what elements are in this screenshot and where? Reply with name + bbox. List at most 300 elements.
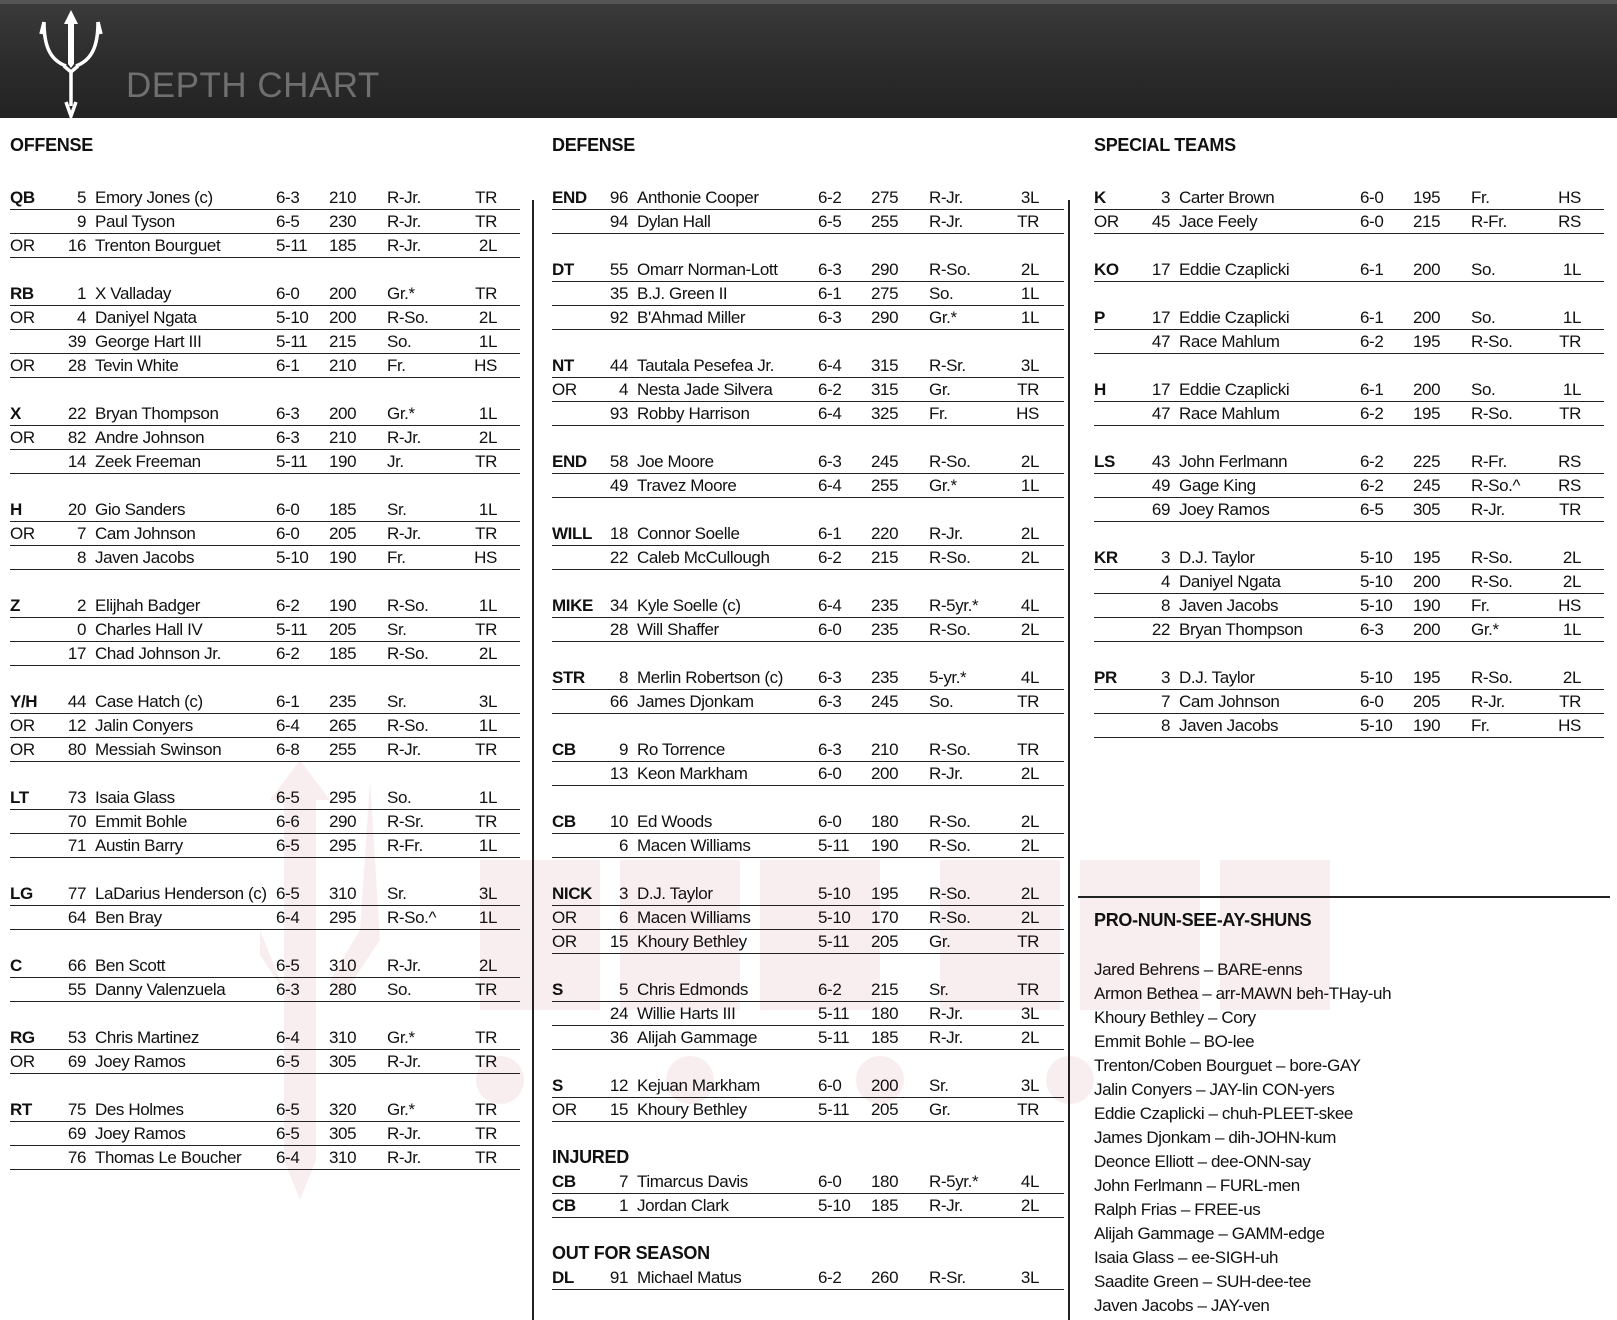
table-row [552,1266,1064,1290]
height-cell: 6-0 [276,524,300,543]
weight-cell: 185 [871,1196,899,1215]
table-row [1094,450,1604,474]
experience-cell: TR [475,1148,497,1167]
table-row [552,1098,1064,1122]
table-row [552,690,1064,714]
table-row [10,738,520,762]
player-name-cell: B'Ahmad Miller [637,308,746,327]
experience-cell: 1L [1562,308,1581,327]
height-cell: 6-3 [818,692,842,711]
class-cell: Sr. [387,692,407,711]
weight-cell: 290 [329,812,357,831]
jersey-number-cell: 18 [609,524,628,543]
jersey-number-cell: 44 [609,356,628,375]
height-cell: 5-10 [276,548,309,567]
weight-cell: 200 [1413,620,1441,639]
player-name-cell: Daniyel Ngata [95,308,197,327]
weight-cell: 205 [871,932,899,951]
class-cell: R-So. [929,260,971,279]
player-name-cell: Danny Valenzuela [95,980,226,999]
weight-cell: 310 [329,956,357,975]
height-cell: 6-2 [276,644,300,663]
player-name-cell: Eddie Czaplicki [1179,308,1290,327]
position-group [1094,306,1604,354]
weight-cell: 295 [329,908,357,927]
position-group [10,186,520,258]
position-group [552,666,1064,714]
jersey-number-cell: 3 [1160,548,1170,567]
column-divider-left [532,200,534,1320]
experience-cell: TR [1017,212,1039,231]
height-cell: 6-0 [1360,212,1384,231]
jersey-number-cell: 3 [618,884,628,903]
weight-cell: 220 [871,524,899,543]
height-cell: 5-11 [276,452,308,471]
class-cell: R-Jr. [929,212,963,231]
pronunciation-item: Jalin Conyers – JAY-lin CON-yers [1094,1080,1335,1099]
class-cell: Fr. [1471,596,1490,615]
weight-cell: 195 [1413,668,1441,687]
class-cell: Sr. [387,620,407,639]
pronunciation-item: Armon Bethea – arr-MAWN beh-THay-uh [1094,984,1392,1003]
weight-cell: 245 [871,452,899,471]
jersey-number-cell: 73 [67,788,86,807]
experience-cell: HS [1558,716,1581,735]
experience-cell: 2L [478,956,497,975]
position-cell: OR [10,308,35,327]
position-cell: END [552,452,587,471]
class-cell: R-So. [387,716,429,735]
weight-cell: 235 [871,596,899,615]
jersey-number-cell: 3 [1160,668,1170,687]
position-cell: KO [1094,260,1119,279]
table-row [1094,378,1604,402]
special-teams-heading: SPECIAL TEAMS [1094,135,1236,155]
weight-cell: 200 [1413,572,1441,591]
height-cell: 5-11 [276,236,308,255]
jersey-number-cell: 22 [67,404,86,423]
class-cell: Fr. [929,404,948,423]
experience-cell: 3L [1020,1268,1039,1287]
height-cell: 6-5 [276,884,300,903]
player-name-cell: Will Shaffer [637,620,719,639]
class-cell: R-So. [929,884,971,903]
height-cell: 6-4 [276,908,300,927]
height-cell: 6-3 [276,428,300,447]
position-group [552,1074,1064,1122]
player-name-cell: James Djonkam [637,692,754,711]
class-cell: Sr. [387,500,407,519]
table-row [10,402,520,426]
table-row [10,282,520,306]
class-cell: R-So. [929,836,971,855]
class-cell: Fr. [387,356,406,375]
table-row [552,834,1064,858]
pronunciation-divider [1078,896,1610,898]
height-cell: 6-0 [818,764,842,783]
table-row [1094,714,1604,738]
table-row [10,1122,520,1146]
player-name-cell: Dylan Hall [637,212,711,231]
experience-cell: 2L [478,428,497,447]
class-cell: Sr. [929,1076,949,1095]
height-cell: 6-8 [276,740,300,759]
height-cell: 6-3 [818,740,842,759]
player-name-cell: John Ferlmann [1179,452,1288,471]
height-cell: 6-4 [818,404,842,423]
weight-cell: 215 [329,332,357,351]
height-cell: 6-0 [276,284,300,303]
table-row [1094,306,1604,330]
jersey-number-cell: 6 [618,836,628,855]
position-cell: QB [10,188,35,207]
weight-cell: 200 [1413,380,1441,399]
height-cell: 6-2 [1360,332,1384,351]
class-cell: R-Fr. [387,836,423,855]
jersey-number-cell: 69 [67,1124,86,1143]
jersey-number-cell: 77 [67,884,86,903]
height-cell: 6-5 [818,212,842,231]
experience-cell: HS [1558,188,1581,207]
height-cell: 6-2 [1360,452,1384,471]
table-row [10,1098,520,1122]
height-cell: 5-10 [818,884,851,903]
pronunciation-item: John Ferlmann – FURL-men [1094,1176,1300,1195]
weight-cell: 230 [329,212,357,231]
experience-cell: TR [1017,740,1039,759]
player-name-cell: Ro Torrence [637,740,725,759]
class-cell: R-Jr. [387,188,421,207]
class-cell: R-So. [1471,404,1513,423]
class-cell: R-5yr.* [929,1172,979,1191]
player-name-cell: LaDarius Henderson (c) [95,884,267,903]
position-cell: OR [10,1052,35,1071]
position-cell: RT [10,1100,32,1119]
defense-column [552,128,1064,1314]
player-name-cell: Bryan Thompson [1179,620,1303,639]
table-row [10,810,520,834]
height-cell: 5-11 [276,332,308,351]
pronunciations-list [1094,958,1391,1318]
player-name-cell: Keon Markham [637,764,748,783]
class-cell: Jr. [387,452,404,471]
jersey-number-cell: 16 [67,236,86,255]
position-cell: OR [552,380,577,399]
position-group [552,810,1064,858]
experience-cell: TR [475,620,497,639]
table-row [10,594,520,618]
table-row [10,714,520,738]
weight-cell: 200 [1413,308,1441,327]
experience-cell: 2L [1020,812,1039,831]
height-cell: 6-4 [818,356,842,375]
pronunciations-heading: PRO-NUN-SEE-AY-SHUNS [1094,910,1312,930]
experience-cell: 2L [1020,908,1039,927]
position-cell: RG [10,1028,35,1047]
table-row [552,378,1064,402]
position-cell: OR [10,356,35,375]
class-cell: R-So. [929,908,971,927]
position-group [1094,546,1604,642]
class-cell: R-Jr. [929,1196,963,1215]
position-cell: H [1094,380,1106,399]
player-name-cell: Joey Ramos [95,1124,186,1143]
jersey-number-cell: 49 [1151,476,1170,495]
experience-cell: TR [475,524,497,543]
table-row [552,186,1064,210]
experience-cell: 1L [1562,380,1581,399]
offense-column [10,128,520,1194]
class-cell: So. [1471,260,1496,279]
table-row [552,594,1064,618]
weight-cell: 190 [871,836,899,855]
position-group [10,786,520,858]
player-name-cell: Tautala Pesefea Jr. [637,356,774,375]
experience-cell: 4L [1020,1172,1039,1191]
player-name-cell: Chris Edmonds [637,980,749,999]
position-cell: MIKE [552,596,593,615]
table-row [10,906,520,930]
class-cell: R-Jr. [387,428,421,447]
weight-cell: 200 [329,404,357,423]
table-row [1094,666,1604,690]
experience-cell: TR [475,452,497,471]
weight-cell: 245 [871,692,899,711]
player-name-cell: Isaia Glass [95,788,175,807]
table-row [10,234,520,258]
player-name-cell: Javen Jacobs [95,548,195,567]
weight-cell: 200 [329,284,357,303]
jersey-number-cell: 0 [76,620,86,639]
height-cell: 6-4 [818,476,842,495]
jersey-number-cell: 12 [609,1076,628,1095]
class-cell: R-Jr. [929,1004,963,1023]
table-row [552,882,1064,906]
height-cell: 5-10 [276,308,309,327]
position-cell: OR [552,1100,577,1119]
player-name-cell: Jordan Clark [637,1196,729,1215]
weight-cell: 275 [871,188,899,207]
position-cell: K [1094,188,1106,207]
height-cell: 6-4 [818,596,842,615]
experience-cell: 1L [1020,284,1039,303]
experience-cell: TR [475,212,497,231]
jersey-number-cell: 35 [609,284,628,303]
jersey-number-cell: 24 [609,1004,628,1023]
class-cell: R-Jr. [929,764,963,783]
jersey-number-cell: 22 [1151,620,1170,639]
experience-cell: TR [1017,1100,1039,1119]
height-cell: 6-0 [1360,692,1384,711]
weight-cell: 210 [329,356,357,375]
experience-cell: HS [474,356,497,375]
position-cell: Z [10,596,20,615]
jersey-number-cell: 9 [618,740,628,759]
experience-cell: TR [1559,332,1581,351]
player-name-cell: Race Mahlum [1179,404,1280,423]
height-cell: 6-5 [276,836,300,855]
player-name-cell: Joey Ramos [1179,500,1270,519]
table-row [552,762,1064,786]
experience-cell: 2L [1020,764,1039,783]
jersey-number-cell: 22 [609,548,628,567]
position-cell: NICK [552,884,592,903]
weight-cell: 200 [329,308,357,327]
player-name-cell: Ed Woods [637,812,712,831]
jersey-number-cell: 4 [1160,572,1170,591]
table-row [552,450,1064,474]
height-cell: 6-6 [276,812,300,831]
table-row [552,978,1064,1002]
weight-cell: 215 [1413,212,1441,231]
pronunciation-item: Jared Behrens – BARE-enns [1094,960,1303,979]
pronunciation-item: Saadite Green – SUH-dee-tee [1094,1272,1311,1291]
class-cell: R-Jr. [387,1148,421,1167]
experience-cell: TR [1017,692,1039,711]
position-group [10,1026,520,1074]
table-row [1094,690,1604,714]
player-name-cell: Jace Feely [1179,212,1258,231]
experience-cell: 4L [1020,668,1039,687]
class-cell: Gr. [929,380,951,399]
class-cell: R-Jr. [1471,500,1505,519]
jersey-number-cell: 96 [609,188,628,207]
class-cell: R-So. [929,620,971,639]
weight-cell: 200 [871,1076,899,1095]
player-name-cell: Daniyel Ngata [1179,572,1281,591]
experience-cell: 1L [1020,476,1039,495]
table-row [1094,498,1604,522]
class-cell: Gr. [929,1100,951,1119]
player-name-cell: Javen Jacobs [1179,596,1279,615]
weight-cell: 310 [329,1028,357,1047]
experience-cell: 1L [1020,308,1039,327]
player-name-cell: Gage King [1179,476,1256,495]
height-cell: 6-0 [1360,188,1384,207]
class-cell: R-Sr. [387,812,424,831]
experience-cell: 2L [1020,1196,1039,1215]
height-cell: 6-2 [818,548,842,567]
position-group [1094,186,1604,234]
table-row [10,186,520,210]
class-cell: R-Jr. [387,956,421,975]
weight-cell: 195 [1413,548,1441,567]
table-row [10,354,520,378]
height-cell: 6-0 [818,1076,842,1095]
jersey-number-cell: 2 [76,596,86,615]
class-cell: R-So. [387,644,429,663]
class-cell: R-So. [1471,668,1513,687]
class-cell: R-Jr. [387,1052,421,1071]
player-name-cell: Chad Johnson Jr. [95,644,221,663]
position-group [1094,666,1604,738]
class-cell: So. [1471,308,1496,327]
table-row [552,666,1064,690]
jersey-number-cell: 94 [609,212,628,231]
position-cell: DL [552,1268,574,1287]
weight-cell: 180 [871,1172,899,1191]
class-cell: R-Jr. [387,212,421,231]
player-name-cell: B.J. Green II [637,284,728,303]
table-row [10,1146,520,1170]
player-name-cell: Case Hatch (c) [95,692,203,711]
class-cell: R-So. [929,452,971,471]
table-row [552,810,1064,834]
experience-cell: TR [1559,404,1581,423]
jersey-number-cell: 8 [1160,596,1170,615]
position-group [552,522,1064,570]
weight-cell: 190 [329,548,357,567]
experience-cell: RS [1558,212,1581,231]
player-name-cell: Joey Ramos [95,1052,186,1071]
weight-cell: 185 [329,500,357,519]
experience-cell: TR [475,1100,497,1119]
player-name-cell: Tevin White [95,356,179,375]
height-cell: 6-5 [276,1052,300,1071]
jersey-number-cell: 53 [67,1028,86,1047]
table-row [552,258,1064,282]
class-cell: So. [387,788,412,807]
class-cell: R-So. [929,548,971,567]
table-row [1094,402,1604,426]
class-cell: R-Sr. [929,1268,966,1287]
class-cell: So. [929,284,954,303]
jersey-number-cell: 70 [67,812,86,831]
experience-cell: 3L [1020,1004,1039,1023]
position-cell: OR [10,716,35,735]
position-cell: STR [552,668,585,687]
jersey-number-cell: 36 [609,1028,628,1047]
position-group [552,354,1064,426]
table-row [1094,546,1604,570]
position-group [552,450,1064,498]
experience-cell: 2L [1020,884,1039,903]
weight-cell: 310 [329,1148,357,1167]
class-cell: R-Sr. [929,356,966,375]
class-cell: R-So.^ [387,908,437,927]
jersey-number-cell: 28 [609,620,628,639]
defense-depth-table [552,186,1064,1122]
jersey-number-cell: 4 [76,308,86,327]
height-cell: 5-10 [1360,716,1393,735]
player-name-cell: Merlin Robertson (c) [637,668,783,687]
table-row [10,546,520,570]
table-row [1094,618,1604,642]
height-cell: 5-10 [818,908,851,927]
table-row [552,306,1064,330]
player-name-cell: Macen Williams [637,836,751,855]
position-cell: KR [1094,548,1118,567]
player-name-cell: Joe Moore [637,452,714,471]
class-cell: R-So. [1471,572,1513,591]
table-row [1094,594,1604,618]
position-cell: END [552,188,587,207]
weight-cell: 305 [1413,500,1441,519]
weight-cell: 190 [1413,716,1441,735]
jersey-number-cell: 93 [609,404,628,423]
position-group [552,978,1064,1050]
jersey-number-cell: 4 [618,380,628,399]
height-cell: 6-2 [1360,404,1384,423]
page-header [0,0,1617,118]
height-cell: 6-5 [276,788,300,807]
jersey-number-cell: 39 [67,332,86,351]
experience-cell: 3L [1020,188,1039,207]
table-row [10,786,520,810]
experience-cell: 1L [1562,620,1581,639]
jersey-number-cell: 92 [609,308,628,327]
table-row [552,210,1064,234]
